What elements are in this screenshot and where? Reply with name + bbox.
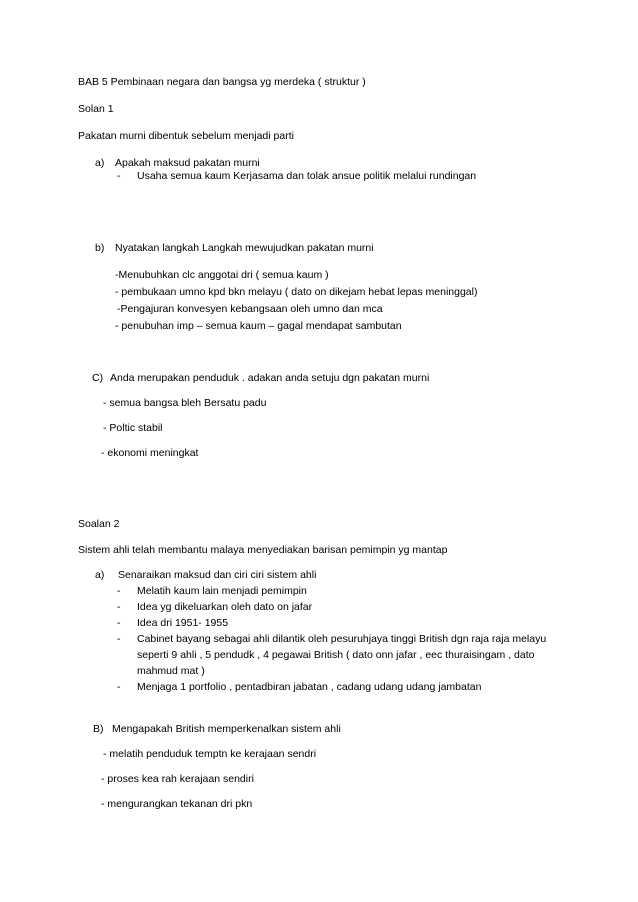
document-title: BAB 5 Pembinaan negara dan bangsa yg merdeka ( struktur )	[78, 76, 366, 88]
answer-2a-bullet: -	[117, 617, 121, 629]
answer-2b-item: - mengurangkan tekanan dri pkn	[101, 798, 253, 810]
answer-2a-bullet: -	[117, 633, 121, 645]
question-1b-marker: b)	[95, 242, 105, 254]
answer-2a-bullet: -	[117, 585, 121, 597]
section-1-heading: Solan 1	[78, 103, 114, 115]
question-1b-text: Nyatakan langkah Langkah mewujudkan pakatan murni	[115, 242, 374, 254]
answer-2a-item: Idea dri 1951- 1955	[137, 617, 229, 629]
answer-2a-item: Idea yg dikeluarkan oleh dato on jafar	[137, 601, 313, 613]
answer-1b-item: - penubuhan imp – semua kaum – gagal mendapat sambutan	[115, 320, 402, 332]
answer-2b-item: - melatih penduduk temptn ke kerajaan sendri	[103, 748, 317, 760]
question-2a-marker: a)	[95, 569, 105, 581]
answer-2b-item: - proses kea rah kerajaan sendiri	[101, 773, 254, 785]
question-1a-marker: a)	[95, 157, 105, 169]
answer-2a-item: Cabinet bayang sebagai ahli dilantik oleh pesuruhjaya tinggi British dgn raja raja melayu	[137, 633, 547, 645]
answer-2a-item: Melatih kaum lain menjadi pemimpin	[137, 585, 307, 597]
answer-1b-item: -Pengajuran konvesyen kebangsaan oleh umno dan mca	[117, 303, 383, 315]
question-2b-text: Mengapakah British memperkenalkan sistem ahli	[112, 723, 341, 735]
answer-2a-item-continued: seperti 9 ahli , 5 pendudk , 4 pegawai British ( dato onn jafar , eec thuraisingam , dato	[137, 649, 535, 661]
answer-1a-bullet: -	[117, 170, 121, 182]
answer-1c-item: - ekonomi meningkat	[101, 447, 199, 459]
answer-1a-text: Usaha semua kaum Kerjasama dan tolak ansue politik melalui rundingan	[137, 170, 477, 182]
section-2-heading: Soalan 2	[78, 518, 120, 530]
section-1-intro: Pakatan murni dibentuk sebelum menjadi parti	[78, 130, 294, 142]
question-1c-marker: C)	[92, 372, 104, 384]
section-2-intro: Sistem ahli telah membantu malaya menyediakan barisan pemimpin yg mantap	[78, 544, 448, 556]
answer-2a-bullet: -	[117, 681, 121, 693]
answer-2a-item: Menjaga 1 portfolio , pentadbiran jabatan , cadang udang udang jambatan	[137, 681, 482, 693]
question-1c-text: Anda merupakan penduduk . adakan anda setuju dgn pakatan murni	[110, 372, 430, 384]
answer-2a-item-continued: mahmud mat )	[137, 665, 205, 677]
answer-1c-item: - Poltic stabil	[103, 422, 163, 434]
answer-2a-bullet: -	[117, 601, 121, 613]
answer-1c-item: - semua bangsa bleh Bersatu padu	[103, 397, 267, 409]
question-2b-marker: B)	[93, 723, 104, 735]
question-1a-text: Apakah maksud pakatan murni	[115, 157, 260, 169]
question-2a-text: Senaraikan maksud dan ciri ciri sistem ahli	[118, 569, 317, 581]
answer-1b-item: - pembukaan umno kpd bkn melayu ( dato on dikejam hebat lepas meninggal)	[115, 286, 478, 298]
answer-1b-item: -Menubuhkan clc anggotai dri ( semua kaum )	[115, 269, 329, 281]
